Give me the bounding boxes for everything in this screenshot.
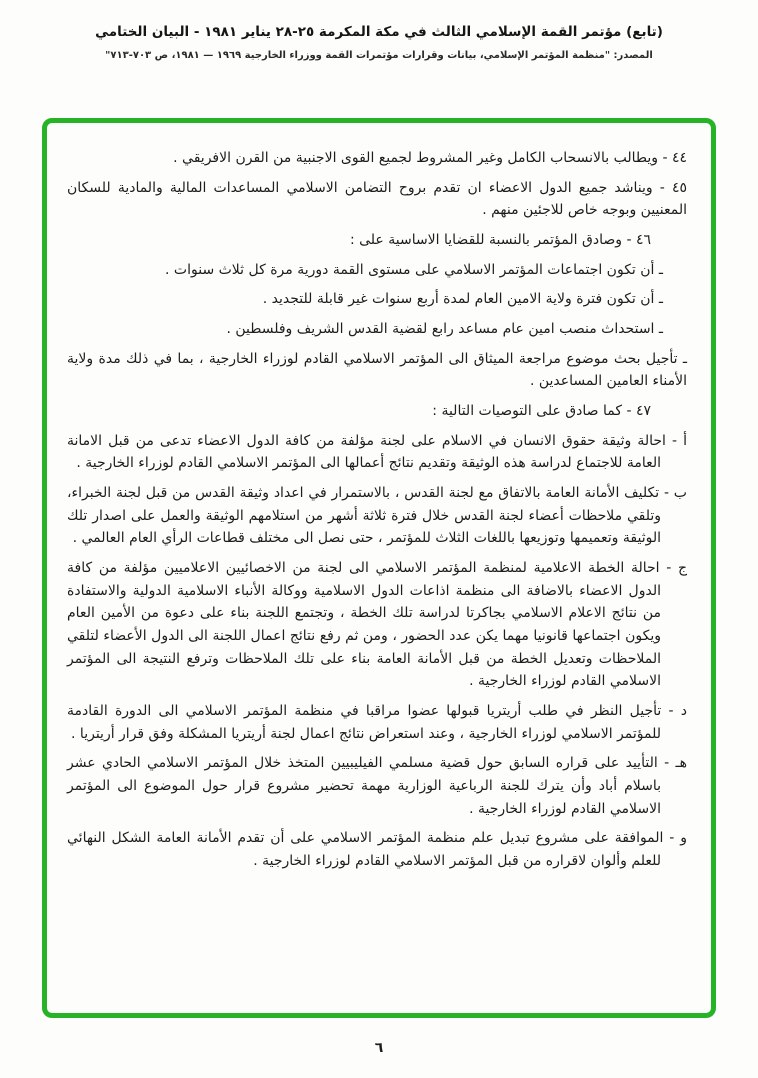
paragraph-47-c: ج - احالة الخطة الاعلامية لمنظمة المؤتمر الاسلامي الى لجنة من الاخصائيين الاعلاميين مؤلفة من كافة الدول الاعضاء بالاضافة الى منظمة اذاعات الدول الاسلامية ووكالة الأنباء الاسلامية الدولية والاستفادة من نتائج الاعلام الاسلامي بجاكرتا لدراسة تلك الخطة ، وتجتمع اللجنة بناء على دعوة من الأمين العام ويكون اجتماعها قانونيا مهما يكن عدد الحضور ، ومن ثم رفع نتائج اعمال اللجنة الى الدول الأعضاء لتلقي الملاحظات وتعديل الخطة من قبل الأمانة العامة بناء على تلك الملاحظات وترفع النتيجة الى المؤتمر الاسلامي القادم لوزراء الخارجية . [67,560,687,690]
paragraph-47-b: ب - تكليف الأمانة العامة بالاتفاق مع لجنة القدس ، بالاستمرار في اعداد وثيقة القدس من قبل لجنة الخبراء، وتلقي ملاحظات أعضاء لجنة القدس خلال فترة ثلاثة أشهر من استلامهم الوثيقة والعمل على اصدار تلك الوثيقة وتعميمها وتوزيعها باللغات الثلاث للمؤتمر ، حتى نصل الى مختلف قطاعات الرأي العام العالمي . [67,485,687,547]
paragraph-47-w: و - الموافقة على مشروع تبديل علم منظمة المؤتمر الاسلامي على أن تقدم الأمانة العامة الشكل النهائي للعلم وألوان لاقراره من قبل المؤتمر الاسلامي القادم لوزراء الخارجية . [67,830,687,870]
paragraph-47-d: د - تأجيل النظر في طلب أريتريا قبولها عضوا مراقبا في منظمة المؤتمر الاسلامي الى الدورة القادمة للمؤتمر الاسلامي لوزراء الخارجية ، وعند استعراض نتائج اعمال لجنة أريتريا المشكلة وفق قرار أريتريا . [67,703,687,742]
document-body [47,123,711,1013]
document-border-frame [42,118,716,1018]
paragraph-47: ٤٧ - كما صادق على التوصيات التالية : [432,403,651,420]
paragraph-44: ٤٤ - ويطالب بالانسحاب الكامل وغير المشروط لجميع القوى الاجنبية من القرن الافريقي . [173,150,687,166]
page-number: ٦ [374,1040,384,1056]
paragraph-46-a: ـ أن تكون اجتماعات المؤتمر الاسلامي على مستوى القمة دورية مرة كل ثلاث سنوات . [165,261,663,278]
paragraph-47-h: هـ - التأييد على قراره السابق حول قضية مسلمي الفيليبيين المتخذ خلال المؤتمر الاسلامي الحادي عشر باسلام أباد وأن يترك للجنة الرباعية الوزارية مهمة تحضير مشروع قرار حول الموضوع الى المؤتمر الاسلامي القادم لوزراء الخارجية . [67,755,687,817]
document-title: (تابع) مؤتمر القمة الإسلامي الثالث في مكة المكرمة ٢٥-٢٨ يناير ١٩٨١ - البيان الختامي [95,24,663,40]
paragraph-46-b: ـ أن تكون فترة ولاية الامين العام لمدة أربع سنوات غير قابلة للتجديد . [262,291,663,308]
paragraph-47-a: أ - احالة وثيقة حقوق الانسان في الاسلام على لجنة مؤلفة من كافة الدول الاعضاء تدعى من قبل الامانة العامة للاجتماع لدراسة هذه الوثيقة وتقديم نتائج أعمالها الى المؤتمر الاسلامي القادم لوزراء الخارجية . [67,432,687,472]
source-line: المصدر: "منظمة المؤتمر الإسلامي، بيانات وقرارات مؤتمرات القمة ووزراء الخارجية ١٩٦٩ — ١٩٨١، ص ٧٠٣-٧١٣" [105,49,653,61]
paragraph-46-d: ـ تأجيل بحث موضوع مراجعة الميثاق الى المؤتمر الاسلامي القادم لوزراء الخارجية ، بما في ذلك مدة ولاية الأمناء العامين المساعدين . [67,350,687,390]
paragraph-46-c: ـ استحداث منصب امين عام مساعد رابع لقضية القدس الشريف وفلسطين . [226,321,663,338]
document-header [0,0,758,64]
paragraph-45: ٤٥ - ويناشد جميع الدول الاعضاء ان تقدم بروح التضامن الاسلامي المساعدات المالية والمادية للسكان المعنيين وبوجه خاص للاجئين منهم . [67,179,687,219]
paragraph-46: ٤٦ - وصادق المؤتمر بالنسبة للقضايا الاساسية على : [349,232,651,249]
